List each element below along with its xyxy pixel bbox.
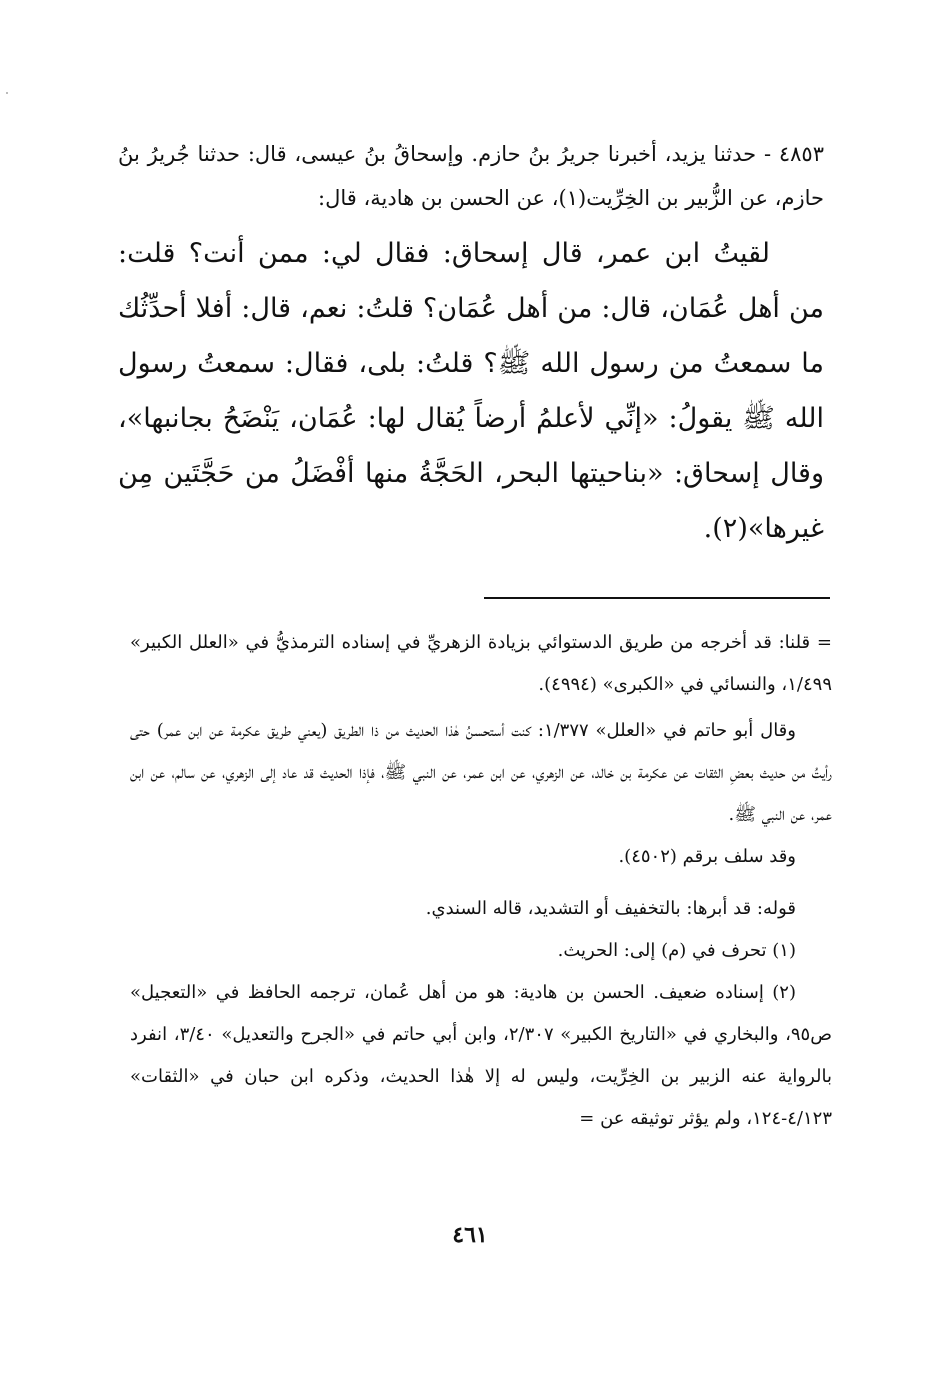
page-number: ٤٦١ — [452, 1222, 488, 1248]
footnote-separator — [484, 597, 830, 599]
footnote-1: (١) تحرف في (م) إلى: الحريث. — [557, 940, 796, 961]
footnote-continuation: = قلنا: قد أخرجه من طريق الدستوائي بزيادة الزهريِّ في إسناده الترمذيُّ في «العلل الكبير» ١/٤٩٩، والنسائي في «الكبرى» (٤٩٩٤). — [130, 632, 832, 695]
footnote-2: (٢) إسناده ضعيف. الحسن بن هادية: هو من أهل عُمان، ترجمه الحافظ في «التعجيل» ص٩٥، والبخاري في «التاريخ الكبير» ٢/٣٠٧، وابن أبي حاتم في «الجرح والتعديل» ٣/٤٠، انفرد بالرواية عنه الزبير بن الخِرِّيت، وليس له إلا هٰذا الحديث، وذكره ابن حبان في «الثقات» ٤/١٢٣-١٢٤، ولم يؤثر توثيقه عن = — [130, 982, 832, 1129]
footnote-abu-hatim: وقال أبو حاتم في «العلل» ١/٣٧٧: كنت أستحسنُ هٰذا الحديث من ذا الطريق (يعني طريق عكرمة عن ابن عمر) حتى رأيتُ من حديث بعضِ الثقات عن عكرمة بن خالد، عن الزهري، عن ابن عمر، عن النبي ﷺ، فإذا الحديث قد عاد إلى الزهري، عن سالم، عن ابن عمر، عن النبي ﷺ. — [130, 720, 832, 825]
footnote-salaf: وقد سلف برقم (٤٥٠٢). — [618, 846, 796, 867]
hadith-matn: لقيتُ ابن عمر، قال إسحاق: فقال لي: ممن أنت؟ قلت: من أهل عُمَان، قال: من أهل عُمَان؟ قلتُ: نعم، قال: أفلا أحدِّثُك ما سمعتُ من رسول الله ﷺ؟ قلتُ: بلى، فقال: سمعتُ رسول الله ﷺ يقولُ: «إنِّي لأعلمُ أرضاً يُقال لها: عُمَان، يَنْضَحُ بجانبها»، وقال إسحاق: «بناحيتها البحر، الحَجَّةُ منها أفْضَلُ من حَجَّتَين مِن غيرها»(٢). — [118, 238, 824, 544]
footnote-qawluh: قوله: قد أبرها: بالتخفيف أو التشديد، قاله السندي. — [425, 898, 796, 919]
hadith-isnad: ٤٨٥٣ - حدثنا يزيد، أخبرنا جريرُ بنُ حازم. وإسحاقُ بنُ عيسى، قال: حدثنا جُريرُ بنُ حازم، عن الزُّبير بن الخِرِّيت(١)، عن الحسن بن هادية، قال: — [118, 142, 824, 210]
main-text — [118, 132, 824, 556]
scan-speck — [6, 92, 8, 94]
footnotes — [130, 622, 832, 1140]
